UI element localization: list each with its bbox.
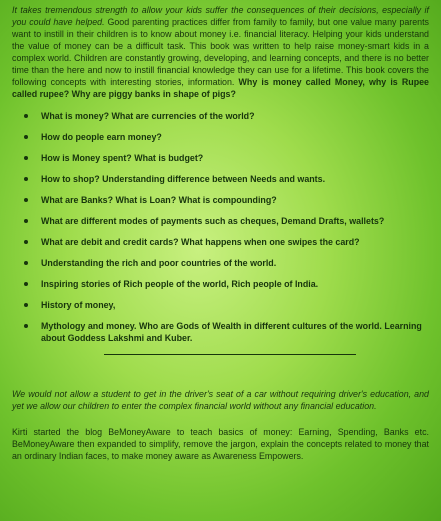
intro-italic-text: It takes tremendous strength to allow your kids suffer the consequences of their decisions, especially if you could have helped. <box>12 5 429 27</box>
topic-item: Understanding the rich and poor countries of the world. <box>24 257 429 269</box>
topics-list <box>12 110 429 344</box>
topic-item: What are debit and credit cards? What happens when one swipes the card? <box>24 236 429 248</box>
topic-item: What are Banks? What is Loan? What is compounding? <box>24 194 429 206</box>
topic-item: How is Money spent? What is budget? <box>24 152 429 164</box>
about-author-paragraph: Kirti started the blog BeMoneyAware to teach basics of money: Earning, Spending, Banks etc. BeMoneyAware then expanded to simplify, remove the jargon, explain the concepts related to money that an ordinary Indian faces, to make money aware as Awareness Empowers. <box>12 427 429 461</box>
section-divider <box>104 354 356 355</box>
topic-item: What is money? What are currencies of the world? <box>24 110 429 122</box>
topic-item: What are different modes of payments such as cheques, Demand Drafts, wallets? <box>24 215 429 227</box>
topic-item: How do people earn money? <box>24 131 429 143</box>
intro-bold-questions: Why is money called Money, why is Rupee called rupee? Why are piggy banks in shape of pigs? <box>12 77 429 99</box>
topic-item: Mythology and money. Who are Gods of Wealth in different cultures of the world. Learning about Goddess Lakshmi and Kuber. <box>24 320 429 344</box>
topic-item: How to shop? Understanding difference between Needs and wants. <box>24 173 429 185</box>
intro-paragraph <box>12 4 429 100</box>
quote-paragraph: We would not allow a student to get in the driver's seat of a car without requiring driver's education, and yet we allow our children to enter the complex financial world without any financial education. <box>12 389 429 411</box>
intro-body-text: Good parenting practices differ from family to family, but one value many parents want to instill in their children is to know about money i.e. financial literacy. Helping your kids understand the value of money can be a difficult task. This book was written to help raise money-smart kids in a complex world. Children are constantly growing, developing, and learning concepts, and there is no better time than the here and now to instill financial knowledge they can use for a lifetime. This book covers the following concepts with interesting stories, information. <box>12 17 429 87</box>
topic-item: History of money, <box>24 299 429 311</box>
topic-item: Inspiring stories of Rich people of the world, Rich people of India. <box>24 278 429 290</box>
